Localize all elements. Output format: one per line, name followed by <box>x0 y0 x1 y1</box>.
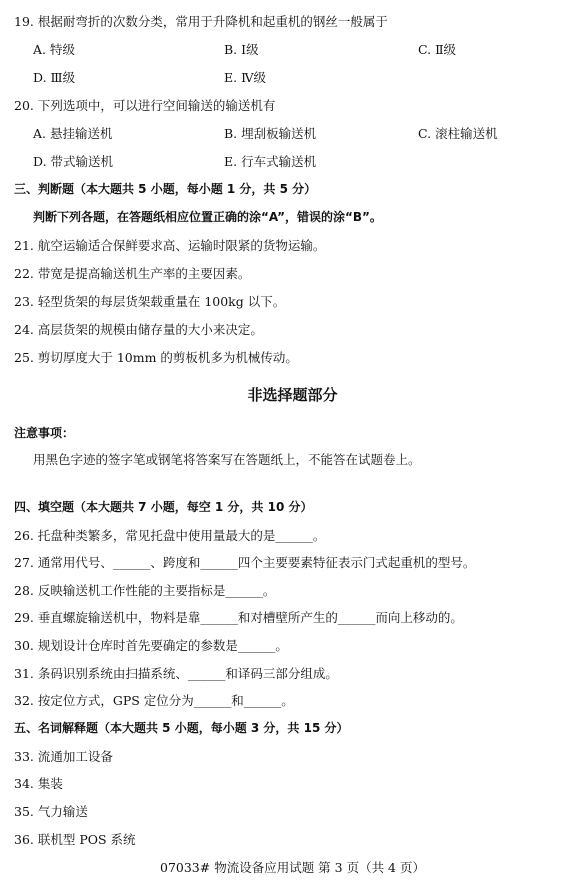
q19-option-a: A. 特级 <box>33 42 75 57</box>
page-footer: 07033# 物流设备应用试题 第 3 页（共 4 页） <box>160 860 425 875</box>
question-29: 29. 垂直螺旋输送机中，物料是靠______和对槽壁所产生的______而向上移动的。 <box>14 610 463 625</box>
section-3-heading: 三、判断题（本大题共 5 小题，每小题 1 分，共 5 分） <box>14 182 317 196</box>
question-20-stem: 20. 下列选项中，可以进行空间输送的输送机有 <box>14 98 276 113</box>
q19-option-b: B. Ⅰ级 <box>224 42 259 57</box>
question-30: 30. 规划设计仓库时首先要确定的参数是______。 <box>14 638 288 653</box>
question-31: 31. 条码识别系统由扫描系统、______和译码三部分组成。 <box>14 666 338 681</box>
q19-option-c: C. Ⅱ级 <box>418 42 457 57</box>
section-5-heading: 五、名词解释题（本大题共 5 小题，每小题 3 分，共 15 分） <box>14 721 349 735</box>
notice-heading: 注意事项： <box>14 426 75 440</box>
q20-option-d: D. 带式输送机 <box>33 154 114 169</box>
q19-option-d: D. Ⅲ级 <box>33 70 76 85</box>
question-28: 28. 反映输送机工作性能的主要指标是______。 <box>14 583 276 598</box>
q20-option-e: E. 行车式输送机 <box>224 154 317 169</box>
question-19-stem: 19. 根据耐弯折的次数分类，常用于升降机和起重机的钢丝一般属于 <box>14 14 388 29</box>
section-3-instruction: 判断下列各题，在答题纸相应位置正确的涂“A”，错误的涂“B”。 <box>33 210 382 224</box>
q20-option-a: A. 悬挂输送机 <box>33 126 113 141</box>
question-34: 34. 集装 <box>14 776 63 791</box>
question-25: 25. 剪切厚度大于 10mm 的剪板机多为机械传动。 <box>14 350 298 365</box>
question-33: 33. 流通加工设备 <box>14 749 113 764</box>
question-36: 36. 联机型 POS 系统 <box>14 832 136 847</box>
question-32: 32. 按定位方式，GPS 定位分为______和______。 <box>14 693 294 708</box>
question-23: 23. 轻型货架的每层货架载重量在 100kg 以下。 <box>14 294 286 309</box>
question-27: 27. 通常用代号、______、跨度和______四个主要要素特征表示门式起重机的型号。 <box>14 555 476 570</box>
q20-option-c: C. 滚柱输送机 <box>418 126 498 141</box>
notice-text: 用黑色字迹的签字笔或钢笔将答案写在答题纸上，不能答在试题卷上。 <box>33 452 421 467</box>
question-24: 24. 高层货架的规模由储存量的大小来决定。 <box>14 322 263 337</box>
question-22: 22. 带宽是提高输送机生产率的主要因素。 <box>14 266 251 281</box>
part-title: 非选择题部分 <box>247 386 338 404</box>
q19-option-e: E. Ⅳ级 <box>224 70 267 85</box>
q20-option-b: B. 埋刮板输送机 <box>224 126 317 141</box>
question-26: 26. 托盘种类繁多，常见托盘中使用量最大的是______。 <box>14 528 326 543</box>
question-21: 21. 航空运输适合保鲜要求高、运输时限紧的货物运输。 <box>14 238 326 253</box>
question-35: 35. 气力输送 <box>14 804 88 819</box>
section-4-heading: 四、填空题（本大题共 7 小题，每空 1 分，共 10 分） <box>14 500 313 514</box>
